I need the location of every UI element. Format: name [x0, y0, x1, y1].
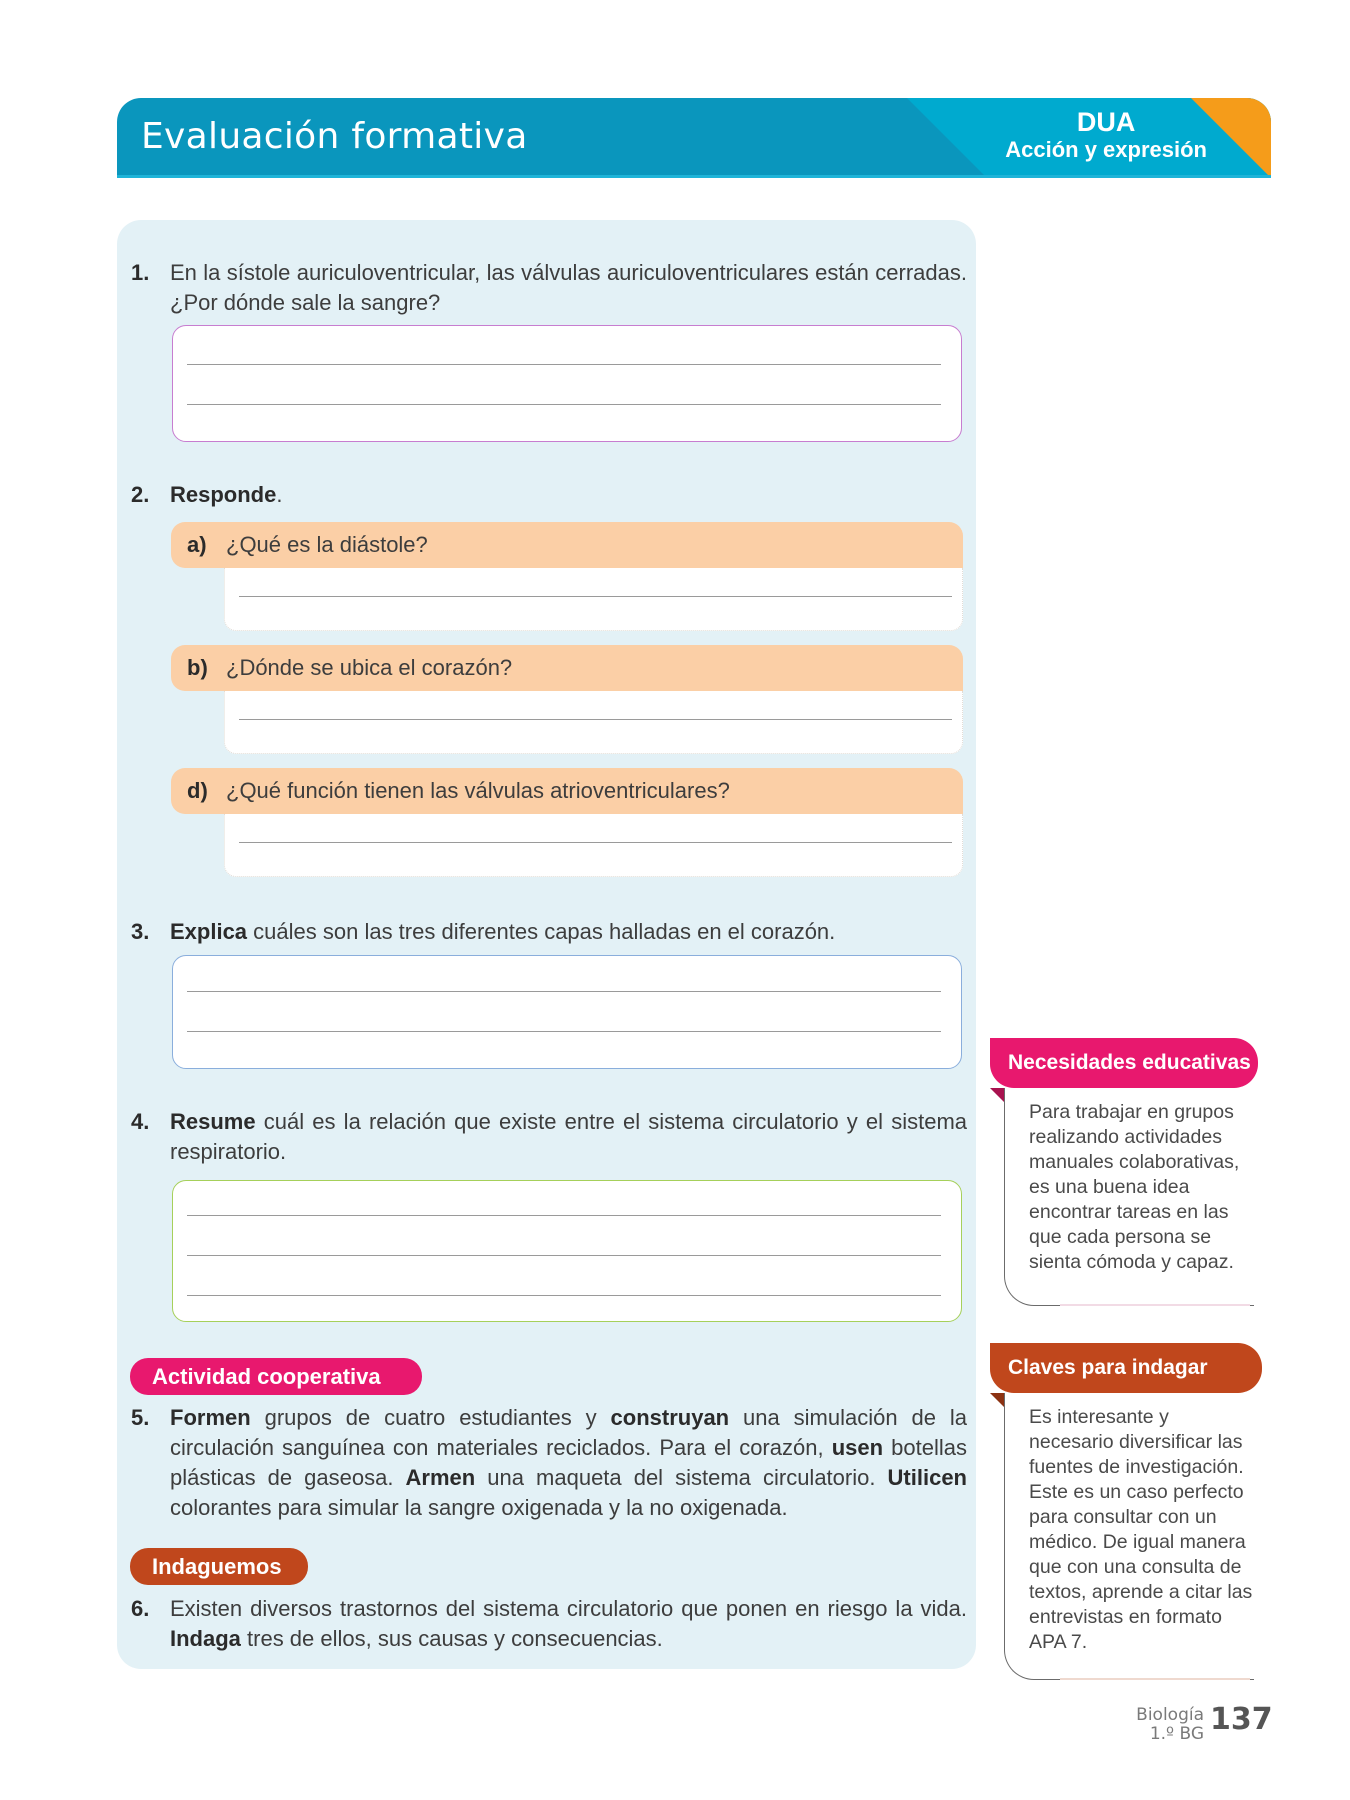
- answer-line: [239, 842, 952, 843]
- research-label: Indaguemos: [130, 1548, 308, 1585]
- question-text: Existen diversos trastornos del sistema circulatorio que ponen en riesgo la vida. Indaga tres de ellos, sus causas y consecuencias.: [170, 1596, 967, 1651]
- section-header: [117, 98, 1271, 178]
- question-verb: Resume: [170, 1109, 256, 1134]
- answer-line: [187, 1295, 941, 1296]
- question-text: En la sístole auriculoventricular, las válvulas auriculoventriculares están cerradas. ¿Por dónde sale la sangre?: [170, 260, 967, 315]
- question-number: 2.: [131, 482, 150, 507]
- needs-card-underline: [1060, 1304, 1250, 1306]
- subquestion-text: ¿Qué función tienen las válvulas atrioventriculares?: [226, 778, 730, 803]
- subquestion-a: [171, 522, 963, 568]
- question-verb: Responde: [170, 482, 277, 507]
- question-1: [131, 258, 967, 318]
- subquestion-letter: a): [187, 532, 207, 557]
- question-3: [131, 917, 967, 947]
- question-text: Resume cuál es la relación que existe entre el sistema circulatorio y el sistema respiratorio.: [170, 1109, 967, 1164]
- subquestion-text: ¿Qué es la diástole?: [226, 532, 428, 557]
- question-text: Responde.: [170, 482, 283, 507]
- question-5: [131, 1403, 967, 1523]
- header-bottom-strip: [117, 175, 1271, 178]
- answer-line: [187, 991, 941, 992]
- question-number: 4.: [131, 1109, 150, 1134]
- answer-line: [239, 719, 952, 720]
- keys-card-body: Es interesante y necesario diversificar las fuentes de investigación. Este es un caso perfecto para consultar con un médico. De igual manera que con una consulta de textos, aprende a citar las entrevistas en formato APA 7.: [1004, 1393, 1254, 1680]
- question-number: 3.: [131, 919, 150, 944]
- question-2: [131, 480, 967, 510]
- keys-card-fold: [990, 1393, 1004, 1407]
- answer-box-q4[interactable]: [172, 1180, 962, 1322]
- question-number: 1.: [131, 260, 150, 285]
- question-text: Explica cuáles son las tres diferentes capas halladas en el corazón.: [170, 919, 836, 944]
- question-6: [131, 1594, 967, 1654]
- question-4: [131, 1107, 967, 1167]
- keys-card-title: Claves para indagar: [990, 1343, 1262, 1393]
- cooperative-activity-label: Actividad cooperativa: [130, 1358, 422, 1395]
- subquestion-b: [171, 645, 963, 691]
- answer-line: [187, 1255, 941, 1256]
- answer-line: [187, 364, 941, 365]
- answer-line: [187, 404, 941, 405]
- subquestion-letter: d): [187, 778, 208, 803]
- answer-line: [187, 1215, 941, 1216]
- subquestion-d: [171, 768, 963, 814]
- question-number: 5.: [131, 1405, 150, 1430]
- page-number: 137: [1210, 1702, 1273, 1737]
- answer-line: [239, 596, 952, 597]
- keys-card-underline: [1060, 1678, 1250, 1680]
- subquestion-text: ¿Dónde se ubica el corazón?: [226, 655, 513, 680]
- answer-box-q2d[interactable]: [224, 814, 963, 877]
- answer-line: [187, 1031, 941, 1032]
- footer-grade: 1.º BG: [1149, 1724, 1204, 1744]
- footer-subject: [1136, 1706, 1204, 1744]
- answer-box-q3[interactable]: [172, 955, 962, 1069]
- needs-card-body: Para trabajar en grupos realizando actividades manuales colaborativas, es una buena idea encontrar tareas en las que cada persona se sienta cómoda y capaz.: [1004, 1088, 1254, 1306]
- answer-box-q2a[interactable]: [224, 568, 963, 631]
- dua-badge: [1005, 108, 1207, 162]
- dua-subtitle: Acción y expresión: [1005, 136, 1207, 162]
- answer-box-q1[interactable]: [172, 325, 962, 442]
- question-number: 6.: [131, 1596, 150, 1621]
- answer-box-q2b[interactable]: [224, 691, 963, 754]
- needs-card-title: Necesidades educativas: [990, 1038, 1258, 1088]
- subquestion-letter: b): [187, 655, 208, 680]
- needs-card-fold: [990, 1088, 1004, 1102]
- footer-subject-name: Biología: [1136, 1705, 1204, 1725]
- question-text: Formen grupos de cuatro estudiantes y construyan una simulación de la circulación sanguínea con materiales reciclados. Para el corazón, usen botellas plásticas de gaseosa. Armen una maqueta del sistema circulatorio. Utilicen colorantes para simular la sangre oxigenada y la no oxigenada.: [170, 1405, 967, 1520]
- question-verb: Explica: [170, 919, 248, 944]
- dua-title: DUA: [1076, 107, 1136, 137]
- page-title: Evaluación formativa: [141, 116, 528, 157]
